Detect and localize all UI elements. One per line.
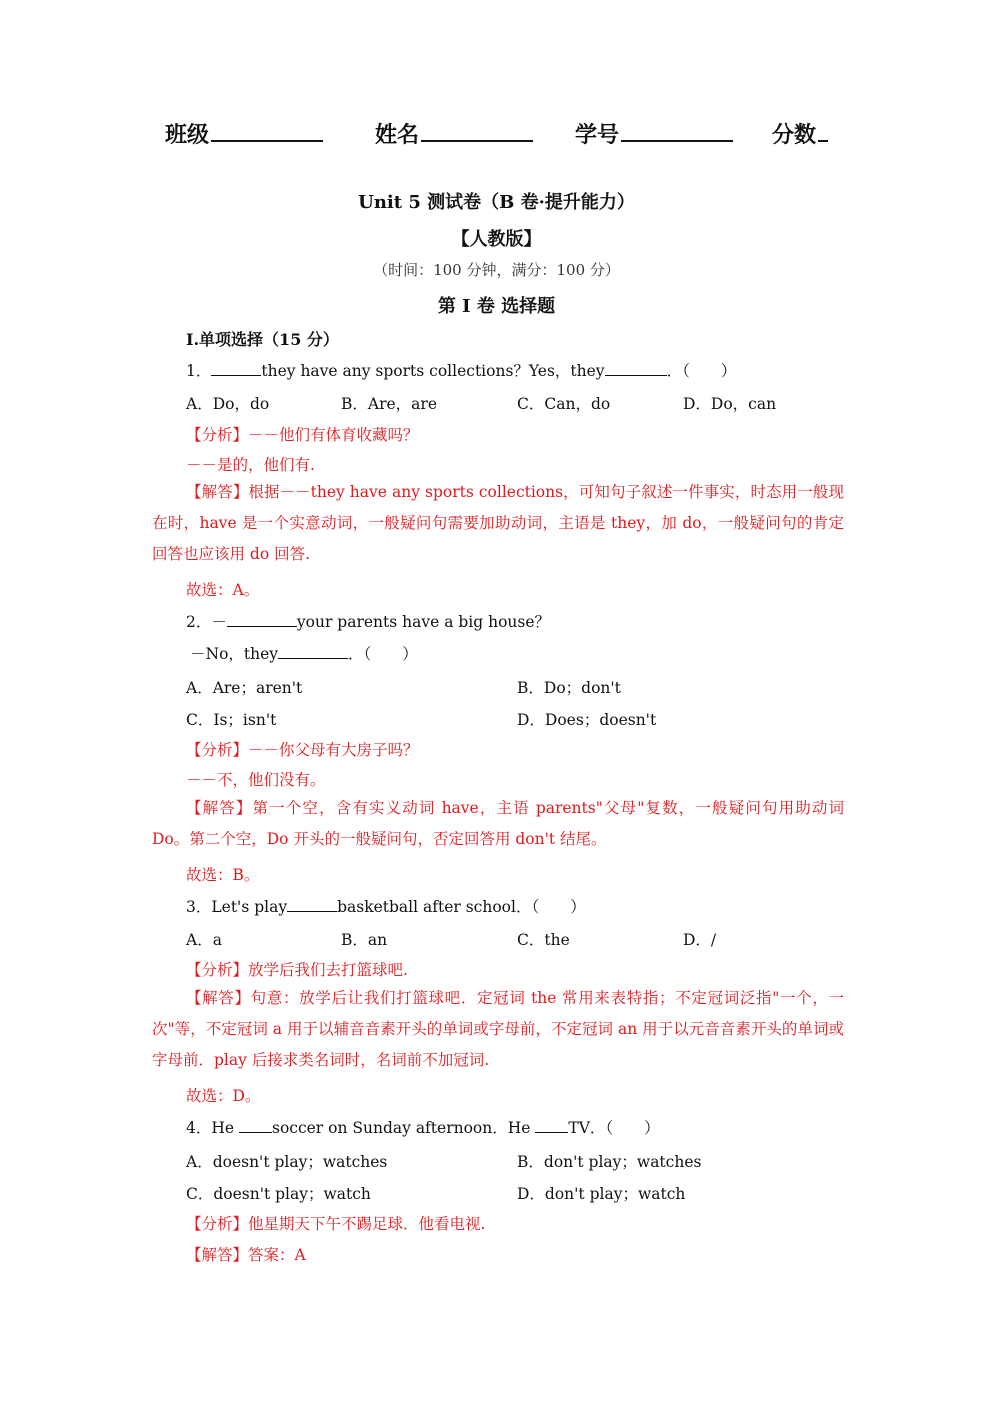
question-2-reply: －No，they ．（ ） (190, 645, 418, 663)
q2-option-a[interactable]: A．Are；aren't (186, 679, 303, 697)
q3-analysis: 【分析】放学后我们去打篮球吧. (186, 961, 408, 979)
q4-option-d[interactable]: D．don't play；watch (517, 1185, 686, 1203)
q4-solution: 【解答】答案：A (186, 1246, 306, 1264)
student-id-field[interactable]: 学号 (575, 118, 733, 149)
q2-answer: 故选：B。 (186, 866, 260, 884)
q2-option-d[interactable]: D．Does；doesn't (517, 711, 657, 729)
q3-option-c[interactable]: C．the (517, 931, 570, 949)
edition-label: 【人教版】 (451, 229, 542, 250)
q1-option-a[interactable]: A．Do，do (186, 395, 270, 413)
q3-answer: 故选：D。 (186, 1087, 261, 1105)
q1-analysis-2: －－是的，他们有. (186, 456, 315, 474)
q1-solution: 【解答】根据－－they have any sports collections，可知句子叙述一件事实，时态用一般现在时，have 是一个实意动词，一般疑问句需要加助动词，主语是 they，加 do，一般疑问句的肯定回答也应该用 do 回答. (152, 483, 844, 563)
question-1: 1． they have any sports collections？Yes，they ．（ ） (186, 362, 737, 380)
q1-answer: 故选：A。 (186, 581, 260, 599)
q1-option-b[interactable]: B．Are，are (341, 395, 437, 413)
q4-option-b[interactable]: B．don't play；watches (517, 1153, 702, 1171)
q1-option-c[interactable]: C．Can，do (517, 395, 611, 413)
part-title: 第 I 卷 选择题 (437, 296, 556, 317)
name-field[interactable]: 姓名 (375, 118, 533, 149)
q3-option-b[interactable]: B．an (341, 931, 388, 949)
student-info-header (0, 118, 993, 158)
question-2: 2．－ your parents have a big house？ (186, 613, 551, 631)
q2-option-b[interactable]: B．Do；don't (517, 679, 621, 697)
score-field[interactable]: 分数 (772, 118, 828, 149)
q3-option-a[interactable]: A．a (186, 931, 222, 949)
exam-meta: （时间：100 分钟，满分：100 分） (373, 261, 620, 279)
q2-analysis: 【分析】－－你父母有大房子吗？ (186, 741, 419, 759)
q1-analysis: 【分析】－－他们有体育收藏吗？ (186, 426, 419, 444)
q2-solution: 【解答】第一个空，含有实义动词 have，主语 parents"父母"复数，一般疑问句用助动词 Do。第二个空，Do 开头的一般疑问句，否定回答用 don't 结尾。 (152, 799, 844, 848)
q2-analysis-2: －－不，他们没有。 (186, 771, 326, 789)
q2-option-c[interactable]: C．Is；isn't (186, 711, 277, 729)
page-title: Unit 5 测试卷（B 卷·提升能力） (358, 192, 635, 213)
question-3: 3．Let's play basketball after school．（ ） (186, 898, 586, 916)
q3-option-d[interactable]: D．/ (683, 931, 717, 949)
q3-solution: 【解答】句意：放学后让我们打篮球吧．定冠词 the 常用来表特指；不定冠词泛指"一个，一次"等，不定冠词 a 用于以辅音音素开头的单词或字母前，不定冠词 an 用于以元音音素开头的单词或字母前．play 后接求类名词时，名词前不加冠词. (152, 989, 844, 1069)
q1-option-d[interactable]: D．Do，can (683, 395, 777, 413)
section-heading: I.单项选择（15 分） (186, 330, 339, 349)
q4-option-a[interactable]: A．doesn't play；watches (186, 1153, 388, 1171)
question-4: 4．He soccer on Sunday afternoon．He TV．（ ） (186, 1119, 660, 1137)
q4-analysis: 【分析】他星期天下午不踢足球．他看电视. (186, 1215, 486, 1233)
q4-option-c[interactable]: C．doesn't play；watch (186, 1185, 371, 1203)
class-field[interactable]: 班级 (165, 118, 323, 149)
